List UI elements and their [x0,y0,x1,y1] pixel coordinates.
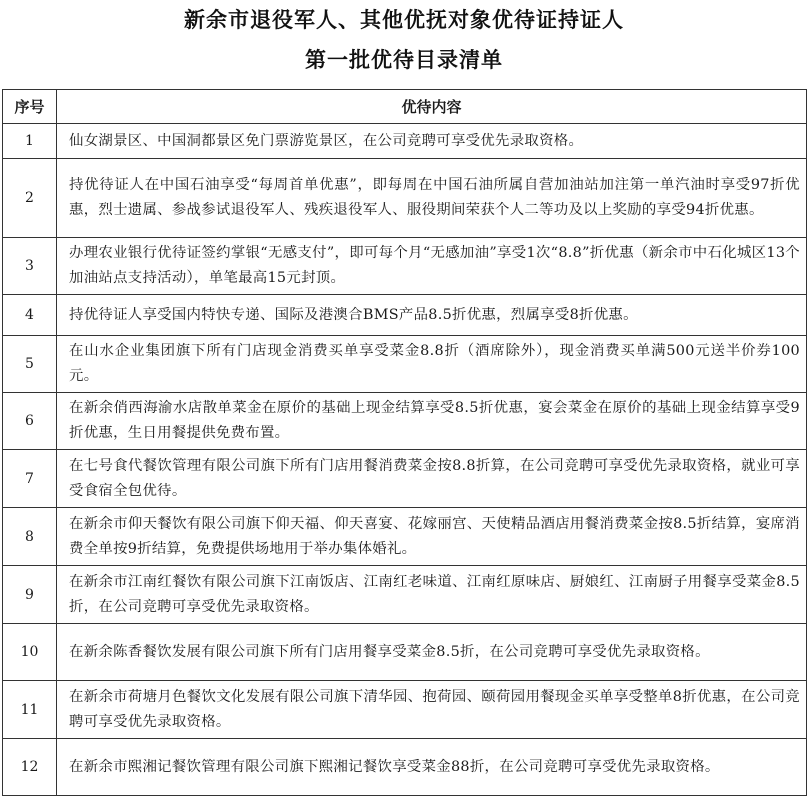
table-row [3,681,807,739]
row-number: 4 [3,295,57,336]
row-number: 9 [3,566,57,624]
table-row [3,393,807,450]
table-row [3,566,807,624]
row-number: 2 [3,159,57,238]
table-row [3,295,807,336]
header-number: 序号 [3,90,57,124]
row-content: 在山水企业集团旗下所有门店现金消费买单享受菜金8.8折（酒席除外），现金消费买单满500元送半价券100元。 [57,336,807,393]
row-content: 办理农业银行优待证签约掌银“无感支付”，即可每个月“无感加油”享受1次“8.8”折优惠（新余市中石化城区13个加油站点支持活动），单笔最高15元封顶。 [57,238,807,295]
row-content: 在新余市荷塘月色餐饮文化发展有限公司旗下清华园、抱荷园、颐荷园用餐现金买单享受整单8折优惠，在公司竞聘可享受优先录取资格。 [57,681,807,739]
row-number: 10 [3,624,57,681]
row-content: 在七号食代餐饮管理有限公司旗下所有门店用餐消费菜金按8.8折算，在公司竞聘可享受优先录取资格，就业可享受食宿全包优待。 [57,450,807,508]
document-title-line1: 新余市退役军人、其他优抚对象优待证持证人 [184,8,624,32]
row-number: 3 [3,238,57,295]
table-row [3,336,807,393]
row-content: 在新余市熙湘记餐饮管理有限公司旗下熙湘记餐饮享受菜金88折，在公司竞聘可享受优先录取资格。 [57,739,807,796]
row-content: 在新余陈香餐饮发展有限公司旗下所有门店用餐享受菜金8.5折，在公司竞聘可享受优先录取资格。 [57,624,807,681]
row-number: 1 [3,124,57,159]
table-row [3,238,807,295]
table-row [3,450,807,508]
header-content: 优待内容 [57,90,807,124]
row-number: 6 [3,393,57,450]
row-content: 在新余俏西海渝水店散单菜金在原价的基础上现金结算享受8.5折优惠，宴会菜金在原价的基础上现金结算享受9折优惠，生日用餐提供免费布置。 [57,393,807,450]
row-content: 持优待证人在中国石油享受“每周首单优惠”，即每周在中国石油所属自营加油站加注第一单汽油时享受97折优惠，烈士遗属、参战参试退役军人、残疾退役军人、服役期间荣获个人二等功及以上奖励的享受94折优惠。 [57,159,807,238]
row-content: 持优待证人享受国内特快专递、国际及港澳合BMS产品8.5折优惠，烈属享受8折优惠。 [57,295,807,336]
table-row [3,624,807,681]
row-number: 5 [3,336,57,393]
table-row [3,159,807,238]
row-content: 仙女湖景区、中国洞都景区免门票游览景区，在公司竞聘可享受优先录取资格。 [57,124,807,159]
row-number: 11 [3,681,57,739]
table-row [3,124,807,159]
table-row [3,739,807,796]
table-row [3,508,807,566]
row-content: 在新余市江南红餐饮有限公司旗下江南饭店、江南红老味道、江南红原味店、厨娘红、江南厨子用餐享受菜金8.5折，在公司竞聘可享受优先录取资格。 [57,566,807,624]
row-number: 7 [3,450,57,508]
row-number: 8 [3,508,57,566]
benefits-table [2,89,807,796]
row-content: 在新余市仰天餐饮有限公司旗下仰天福、仰天喜宴、花嫁丽宫、天使精品酒店用餐消费菜金按8.5折结算，宴席消费全单按9折结算，免费提供场地用于举办集体婚礼。 [57,508,807,566]
table-header-row [3,90,807,124]
row-number: 12 [3,739,57,796]
document-title-line2: 第一批优待目录清单 [305,48,503,72]
